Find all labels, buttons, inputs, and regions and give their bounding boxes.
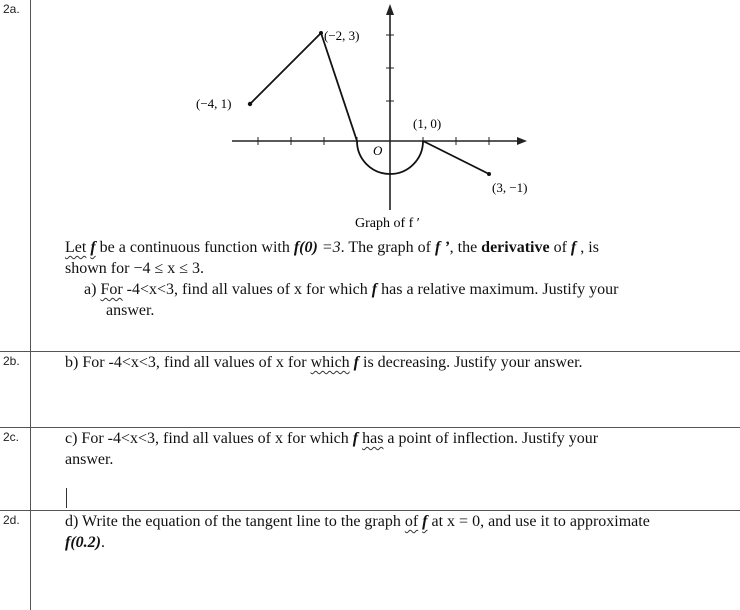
point-label: (−4, 1): [196, 96, 232, 111]
row-label-2b: 2b.: [3, 354, 20, 368]
graph-final-segment: [423, 141, 489, 174]
x-axis-arrow: [517, 137, 527, 145]
q2a-line2: shown for −4 ≤ x ≤ 3.: [65, 260, 205, 277]
endpoint-dot: [487, 172, 491, 176]
point-label: (1, 0): [413, 116, 442, 131]
y-axis-arrow: [386, 4, 394, 15]
endpoint-dot: [319, 31, 323, 35]
graph-line-segments: [250, 33, 357, 141]
q2c-line2: answer.: [65, 451, 114, 468]
point-label: (3, −1): [492, 180, 528, 195]
row-divider: [0, 510, 740, 511]
origin-label: O: [373, 143, 383, 158]
q2a-part-a: a) For -4<x<3, find all values of x for which f has a relative maximum. Justify your: [84, 281, 619, 298]
row-divider: [0, 427, 740, 428]
point-label: (−2, 3): [324, 28, 360, 43]
q2b-text: b) For -4<x<3, find all values of x for which f is decreasing. Justify your answer.: [65, 354, 583, 371]
derivative-graph: [0, 0, 740, 235]
row-label-2c: 2c.: [3, 430, 20, 444]
row-label-2a: 2a.: [3, 2, 20, 16]
graph-caption: Graph of f ′: [355, 216, 420, 231]
endpoint-dot: [248, 102, 252, 106]
q2c-text: c) For -4<x<3, find all values of x for which f has a point of inflection. Justify your: [65, 430, 599, 447]
text-cursor: [66, 488, 67, 508]
q2a-part-a-line2: answer.: [106, 302, 155, 319]
q2d-text: d) Write the equation of the tangent line to the graph of f at x = 0, and use it to approximate: [65, 513, 650, 530]
row-label-2d: 2d.: [3, 513, 20, 527]
row-divider: [0, 351, 740, 352]
q2a-line1: Let f be a continuous function with f(0) =3. The graph of f ’, the derivative of f , is: [65, 239, 599, 256]
q2d-line2: f(0.2).: [65, 534, 105, 551]
